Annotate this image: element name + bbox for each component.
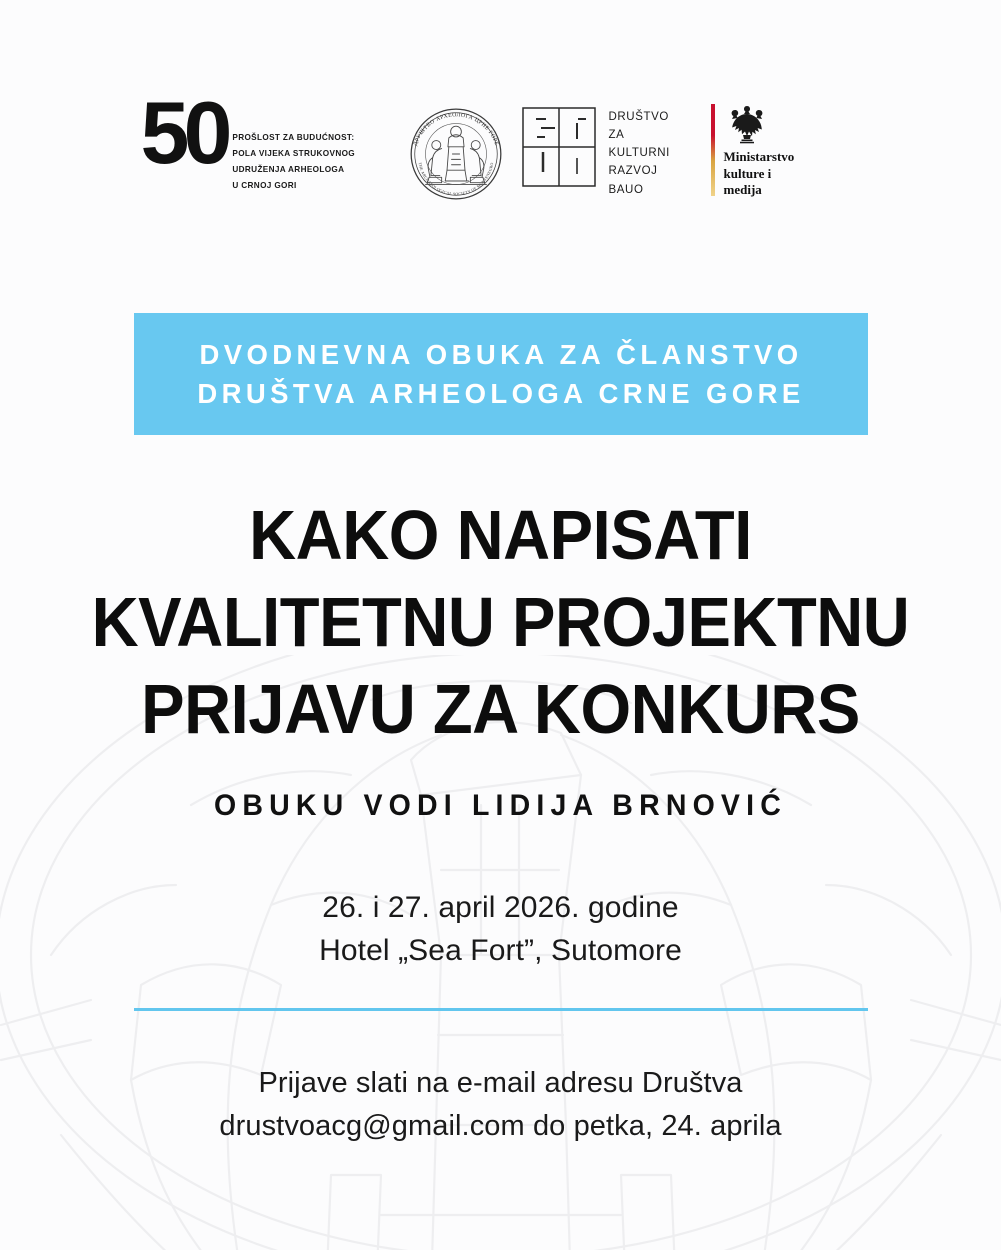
anniversary-tagline-line-2: POLA VIJEKA STRUKOVNOG bbox=[232, 148, 356, 158]
ministry-text bbox=[724, 149, 795, 199]
logo-anniversary-50 bbox=[140, 83, 391, 194]
event-type-banner bbox=[134, 313, 868, 435]
registration-contact bbox=[0, 1062, 1001, 1148]
double-headed-eagle-icon bbox=[724, 104, 770, 144]
title-line-3: PRIJAVU ZA KONKURS bbox=[141, 669, 860, 748]
anniversary-tagline bbox=[232, 100, 355, 194]
cultural-development-line-5: BAUO bbox=[608, 183, 644, 196]
contact-line-2: drustvoacg@gmail.com do petka, 24. aprila bbox=[219, 1109, 782, 1142]
cultural-development-text bbox=[609, 106, 670, 199]
title-line-1: KAKO NAPISATI bbox=[249, 496, 752, 574]
logo-cultural-development bbox=[521, 98, 711, 199]
ministry-line-1: Ministarstvo bbox=[723, 149, 795, 164]
event-details bbox=[0, 886, 1001, 972]
seal-icon bbox=[402, 102, 510, 206]
anniversary-numeral: 50 bbox=[140, 83, 227, 182]
event-venue: Hotel „Sea Fort”, Sutomore bbox=[319, 934, 682, 968]
logo-archaeological-society-seal bbox=[391, 98, 521, 206]
cultural-development-line-3: KULTURNI bbox=[608, 147, 670, 160]
cultural-development-line-1: DRUŠTVO bbox=[608, 111, 669, 123]
logo-strip bbox=[0, 83, 1001, 213]
ministry-line-2: kulture i bbox=[723, 165, 772, 181]
cultural-development-line-2: ZA bbox=[608, 129, 625, 142]
page-title bbox=[0, 492, 1001, 752]
presenter-name: OBUKU VODI LIDIJA BRNOVIĆ bbox=[214, 789, 787, 822]
grid-square-icon bbox=[521, 106, 597, 188]
ministry-color-bar bbox=[711, 104, 715, 196]
logo-ministry-of-culture bbox=[711, 98, 861, 199]
svg-text:ДРУШТВО АРХЕОЛОГА ЦРНЕ ГОРЕ: ДРУШТВО АРХЕОЛОГА ЦРНЕ ГОРЕ bbox=[412, 112, 499, 147]
event-date: 26. i 27. april 2026. godine bbox=[322, 891, 679, 924]
ministry-line-3: medija bbox=[723, 182, 762, 198]
svg-text:THE ARCHAEOLOGICAL SOCIETY OF: THE ARCHAEOLOGICAL SOCIETY OF MONTENEGRO bbox=[417, 162, 494, 197]
cultural-development-line-4: RAZVOJ bbox=[608, 165, 658, 178]
section-divider bbox=[134, 1008, 868, 1011]
banner-line-1: DVODNEVNA OBUKA ZA ČLANSTVO bbox=[199, 338, 803, 370]
anniversary-tagline-line-1: PROŠLOST ZA BUDUĆNOST: bbox=[232, 133, 355, 142]
anniversary-tagline-line-4: U CRNOJ GORI bbox=[232, 180, 297, 190]
anniversary-tagline-line-3: UDRUŽENJA ARHEOLOGA bbox=[232, 164, 345, 174]
contact-line-1: Prijave slati na e-mail adresu Društva bbox=[258, 1067, 743, 1099]
banner-line-2: DRUŠTVA ARHEOLOGA CRNE GORE bbox=[197, 378, 805, 409]
title-line-2: KVALITETNU PROJEKTNU bbox=[91, 582, 910, 661]
